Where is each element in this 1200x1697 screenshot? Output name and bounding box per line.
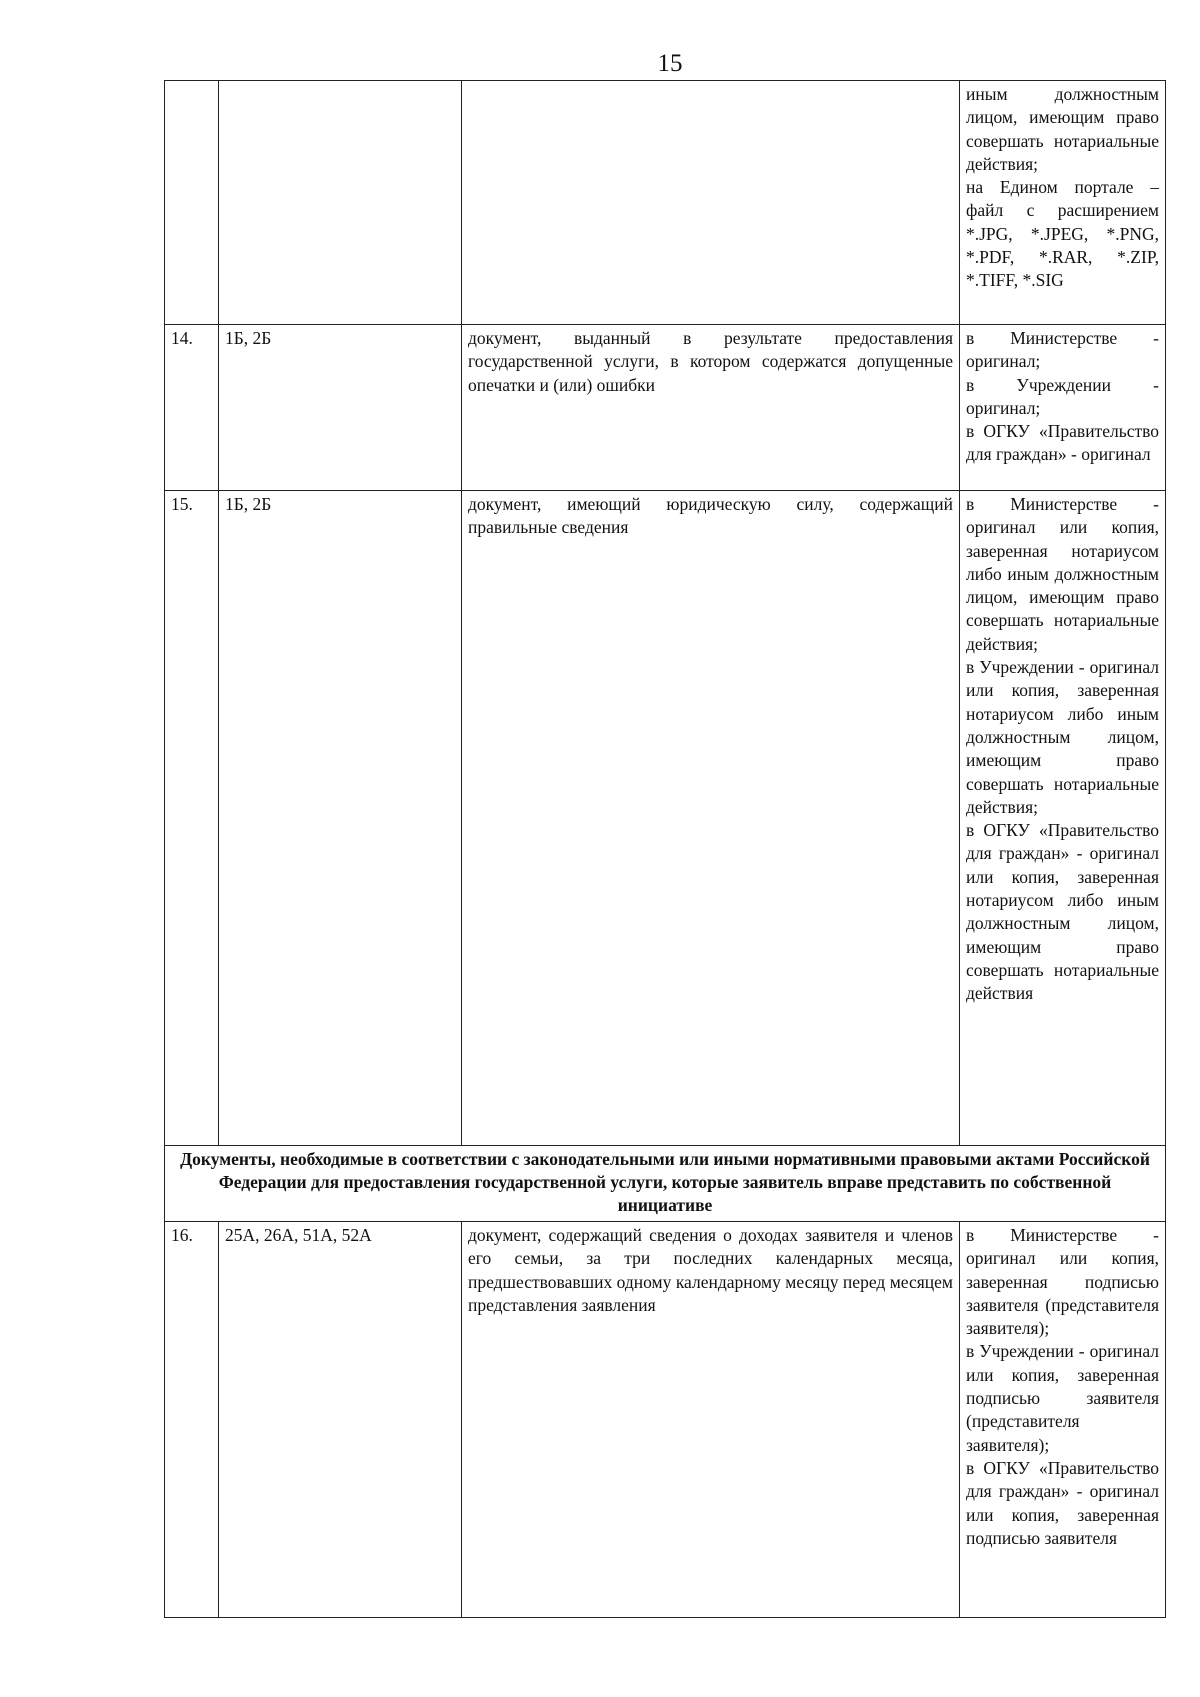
submission-item: в ОГКУ «Правительство для граждан» - оригинал или копия, заверенная подписью заявителя	[966, 1457, 1159, 1548]
submission-item: в Учреждении - оригинал или копия, заверенная нотариусом либо иным должностным лицом, имеющим право совершать нотариальные действия;	[966, 657, 1159, 817]
row-description	[462, 81, 960, 325]
submission-item: в Учреждении - оригинал или копия, заверенная подписью заявителя (представителя заявителя);	[966, 1341, 1159, 1455]
page-number: 15	[657, 50, 683, 77]
row-codes	[219, 81, 462, 325]
row-submission-place	[960, 81, 1166, 325]
section-heading: Документы, необходимые в соответствии с законодательными или иными нормативными правовыми актами Российской Федерации для предоставления государственной услуги, которые заявитель вправе представить по собственной инициативе	[165, 1146, 1166, 1222]
table-row	[165, 325, 1166, 491]
table-row	[165, 1222, 1166, 1618]
section-heading-row	[165, 1146, 1166, 1222]
submission-item: в ОГКУ «Правительство для граждан» - оригинал или копия, заверенная нотариусом либо иным должностным лицом, имеющим право совершать нотариальные действия	[966, 820, 1159, 1004]
submission-item: в Министерстве - оригинал или копия, заверенная нотариусом либо иным должностным лицом, имеющим право совершать нотариальные действия;	[966, 494, 1159, 654]
submission-item: на Едином портале – файл с расширением *.JPG, *.JPEG, *.PNG, *.PDF, *.RAR, *.ZIP, *.TIFF, *.SIG	[966, 177, 1159, 291]
row-codes: 1Б, 2Б	[219, 325, 462, 491]
row-submission-place	[960, 491, 1166, 1146]
submission-item: в Министерстве - оригинал;	[966, 328, 1159, 372]
submission-item: в Министерстве - оригинал или копия, заверенная подписью заявителя (представителя заявителя);	[966, 1225, 1159, 1339]
row-description: документ, выданный в результате предоставления государственной услуги, в котором содержатся допущенные опечатки и (или) ошибки	[462, 325, 960, 491]
table-row	[165, 81, 1166, 325]
submission-item: в ОГКУ «Правительство для граждан» - оригинал	[966, 421, 1159, 465]
row-number: 15.	[165, 491, 219, 1146]
row-submission-place	[960, 1222, 1166, 1618]
row-description: документ, содержащий сведения о доходах заявителя и членов его семьи, за три последних календарных месяца, предшествовавших одному календарному месяцу перед месяцем представления заявления	[462, 1222, 960, 1618]
table-row	[165, 491, 1166, 1146]
submission-item: иным должностным лицом, имеющим право совершать нотариальные действия;	[966, 84, 1159, 174]
submission-item: в Учреждении - оригинал;	[966, 374, 1159, 418]
row-description: документ, имеющий юридическую силу, содержащий правильные сведения	[462, 491, 960, 1146]
row-number: 14.	[165, 325, 219, 491]
row-submission-place	[960, 325, 1166, 491]
row-codes: 1Б, 2Б	[219, 491, 462, 1146]
row-codes: 25А, 26А, 51А, 52А	[219, 1222, 462, 1618]
row-number: 16.	[165, 1222, 219, 1618]
documents-table	[164, 80, 1166, 1618]
row-number	[165, 81, 219, 325]
